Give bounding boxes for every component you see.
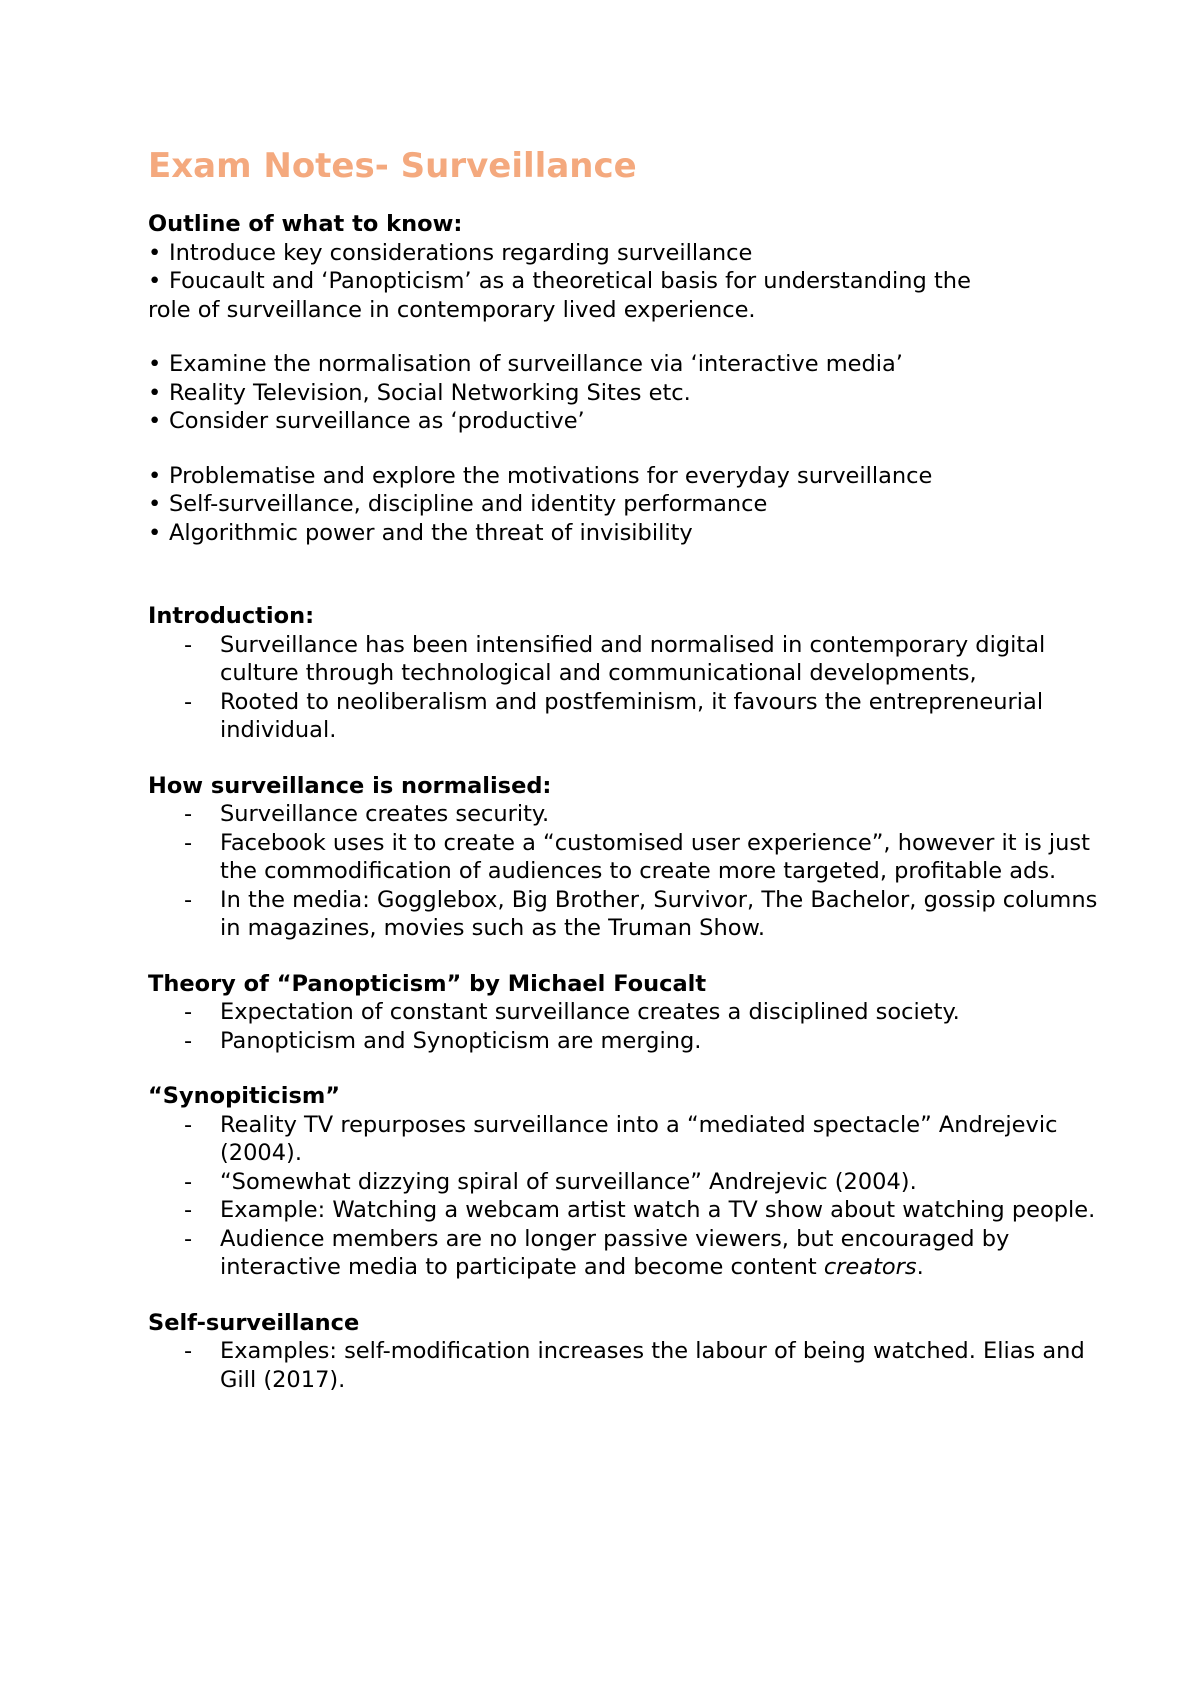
outline-bullet-continuation: role of surveillance in contemporary lived experience. <box>148 296 756 323</box>
list-item: - Example: Watching a webcam artist watch a TV show about watching people. <box>184 1197 1096 1223</box>
outline-bullet: • Foucault and ‘Panopticism’ as a theoretical basis for understanding the <box>148 268 971 294</box>
list-item: - Surveillance creates security. <box>184 801 550 827</box>
list-item: - Examples: self-modification increases the labour of being watched. Elias and Gill (2017). <box>184 1338 1085 1393</box>
panopticism-list <box>148 998 1100 1055</box>
list-item: - Expectation of constant surveillance creates a disciplined society. <box>184 999 960 1025</box>
outline-bullet: • Reality Television, Social Networking Sites etc. <box>148 379 691 406</box>
normalised-heading: How surveillance is normalised: <box>148 772 552 799</box>
list-item: - Reality TV repurposes surveillance into a “mediated spectacle” Andrejevic (2004). <box>184 1111 1058 1166</box>
synopticism-heading: “Synopiticism” <box>148 1083 341 1109</box>
list-item: - Rooted to neoliberalism and postfeminism, it favours the entrepreneurial individual. <box>184 688 1044 743</box>
outline-bullet: • Self-surveillance, discipline and identity performance <box>148 491 768 517</box>
panopticism-heading: Theory of “Panopticism” by Michael Foucalt <box>148 970 707 997</box>
list-item: - Audience members are no longer passive viewers, but encouraged by interactive media to participate and become content creators. <box>184 1225 1010 1280</box>
document-title: Exam Notes- Surveillance <box>148 146 637 186</box>
outline-bullet: • Examine the normalisation of surveillance via ‘interactive media’ <box>148 351 903 377</box>
self-surveillance-section <box>148 1309 1100 1395</box>
normalised-section <box>148 772 1100 943</box>
spacer <box>148 324 1100 350</box>
introduction-heading: Introduction: <box>148 603 315 629</box>
outline-heading: Outline of what to know: <box>148 211 463 237</box>
spacer <box>148 436 1100 462</box>
outline-bullet: • Problematise and explore the motivations for everyday surveillance <box>148 462 933 489</box>
introduction-list <box>148 631 1100 745</box>
list-item: - Panopticism and Synopticism are merging. <box>184 1027 702 1054</box>
normalised-list <box>148 800 1100 943</box>
emphasis-creators: creators <box>823 1254 917 1280</box>
synopticism-list <box>148 1111 1100 1282</box>
list-item: - Facebook uses it to create a “customised user experience”, however it is just the commodification of audiences to create more targeted, profitable ads. <box>184 829 1090 884</box>
spacer <box>148 547 1100 602</box>
outline-section <box>148 210 1100 547</box>
panopticism-section <box>148 970 1100 1056</box>
list-item: - “Somewhat dizzying spiral of surveillance” Andrejevic (2004). <box>184 1168 917 1195</box>
outline-bullet: • Algorithmic power and the threat of invisibility <box>148 519 693 546</box>
list-item: - Surveillance has been intensified and normalised in contemporary digital culture through technological and communicational developments, <box>184 631 1046 686</box>
self-surveillance-list <box>148 1337 1100 1394</box>
outline-bullet: • Consider surveillance as ‘productive’ <box>148 408 585 434</box>
introduction-section <box>148 602 1100 745</box>
synopticism-section <box>148 1082 1100 1282</box>
list-item: - In the media: Gogglebox, Big Brother, Survivor, The Bachelor, gossip columns in magazines, movies such as the Truman Show. <box>184 886 1098 941</box>
outline-bullet: • Introduce key considerations regarding surveillance <box>148 239 753 266</box>
self-surveillance-heading: Self-surveillance <box>148 1309 360 1336</box>
